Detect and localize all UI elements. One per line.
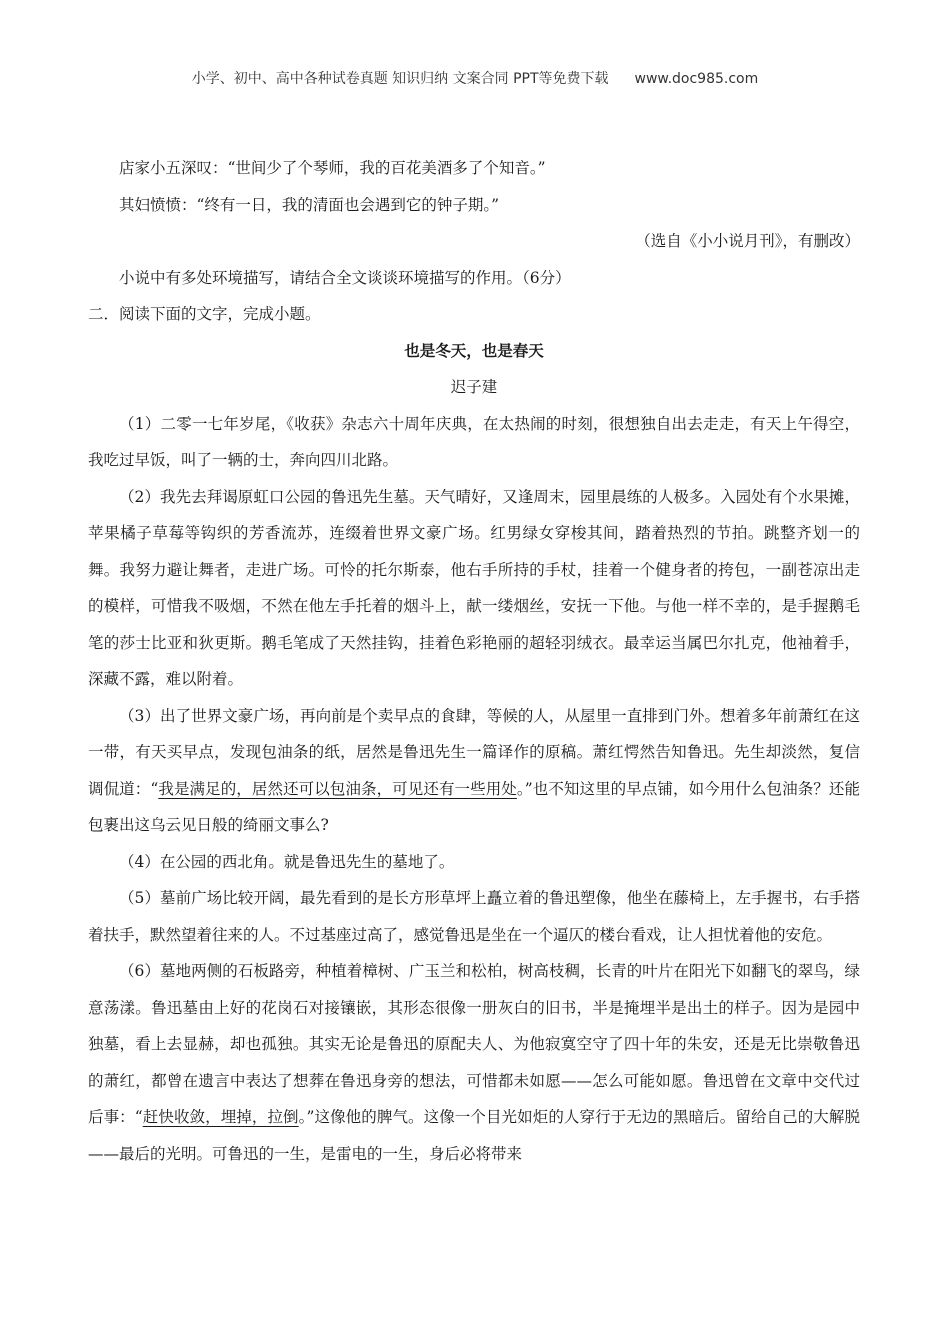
paragraph-2: （2）我先去拜谒原虹口公园的鲁迅先生墓。天气晴好，又逢周末，园里晨练的人极多。入园处有个水果摊，苹果橘子草莓等钩织的芳香流苏，连缀着世界文豪广场。红男绿女穿梭其间，踏着热烈的节拍。跳整齐划一的舞。我努力避让舞者，走进广场。可怜的托尔斯泰，他右手所持的手杖，挂着一个健身者的挎包，一副苍凉出走的模样，可惜我不吸烟，不然在他左手托着的烟斗上，献一缕烟丝，安抚一下他。与他一样不幸的，是手握鹅毛笔的莎士比亚和狄更斯。鹅毛笔成了天然挂钩，挂着色彩艳丽的超轻羽绒衣。最幸运当属巴尔扎克，他袖着手，深藏不露，难以附着。 xyxy=(88,487,860,688)
question-text: 小说中有多处环境描写，请结合全文谈谈环境描写的作用。（6分） xyxy=(119,268,571,287)
article-title: 也是冬天，也是春天 xyxy=(404,340,544,360)
paragraph-5: （5）墓前广场比较开阔，最先看到的是长方形草坪上矗立着的鲁迅塑像，他坐在藤椅上，左手握书，右手搭着扶手，默然望着往来的人。不过基座过高了，感觉鲁迅是坐在一个逼仄的楼台看戏，让人担忧着他的安危。 xyxy=(88,889,860,944)
paragraph-6 xyxy=(88,953,860,1172)
story-line-2: 其妇愤愤：“终有一日，我的清面也会遇到它的钟子期。” xyxy=(119,195,500,214)
paragraph-1: （1）二零一七年岁尾，《收获》杂志六十周年庆典，在太热闹的时刻，很想独自出去走走，有天上午得空，我吃过早饭，叫了一辆的士，奔向四川北路。 xyxy=(88,414,860,469)
paragraph-3 xyxy=(88,698,860,844)
article-author: 迟子建 xyxy=(450,378,498,396)
section-heading: 二．阅读下面的文字，完成小题。 xyxy=(88,305,321,323)
paragraph-6-text-a: （6）墓地两侧的石板路旁，种植着樟树、广玉兰和松柏，树高枝稠，长青的叶片在阳光下如翻飞的翠鸟，绿意荡漾。鲁迅墓由上好的花岗石对接镶嵌，其形态很像一册灰白的旧书，半是掩埋半是出土的样子。因为是园中独墓，看上去显赫，却也孤独。其实无论是鲁迅的原配夫人、为他寂寞空守了四十年的朱安，还是无比崇敬鲁迅的萧红，都曾在遗言中表达了想葬在鲁迅身旁的想法，可惜都未如愿——怎么可能如愿。鲁迅曾在文章中交代过后事：“ xyxy=(88,962,860,1126)
page-header xyxy=(0,68,950,88)
header-site-link[interactable]: www.doc985.com xyxy=(634,71,759,87)
paragraph-6-text-b: 。”这像他的脾气。这像一个目光如炬的人穿行于无边的黑暗后。留给自己的大解脱——最后的光明。可鲁迅的一生，是雷电的一生，身后必将带来 xyxy=(88,1108,860,1163)
paragraph-3-text-a: （3）出了世界文豪广场，再向前是个卖早点的食肆，等候的人，从屋里一直排到门外。想着多年前萧红在这一带，有天买早点，发现包油条的纸，居然是鲁迅先生一篇译作的原稿。萧红愕然告知鲁迅。先生却淡然，复信调侃道：“ xyxy=(88,706,860,798)
document-body xyxy=(88,150,860,1172)
paragraph-3-text-b: 。”也不知这里的早点铺，如今用什么包油条？还能包裹出这乌云见日般的绮丽文事么? xyxy=(88,779,860,834)
underlined-quote-2: 赶快收敛，埋掉，拉倒 xyxy=(142,1108,299,1126)
underlined-quote-1: 我是满足的，居然还可以包油条，可见还有一些用处 xyxy=(158,779,517,798)
paragraph-4: （4）在公园的西北角。就是鲁迅先生的墓地了。 xyxy=(119,852,455,871)
header-text: 小学、初中、高中各种试卷真题 知识归纳 文案合同 PPT等免费下载 xyxy=(191,71,609,87)
source-note: （选自《小小说月刊》，有删改） xyxy=(635,232,860,250)
story-line-1: 店家小五深叹：“世间少了个琴师，我的百花美酒多了个知音。” xyxy=(119,159,546,177)
